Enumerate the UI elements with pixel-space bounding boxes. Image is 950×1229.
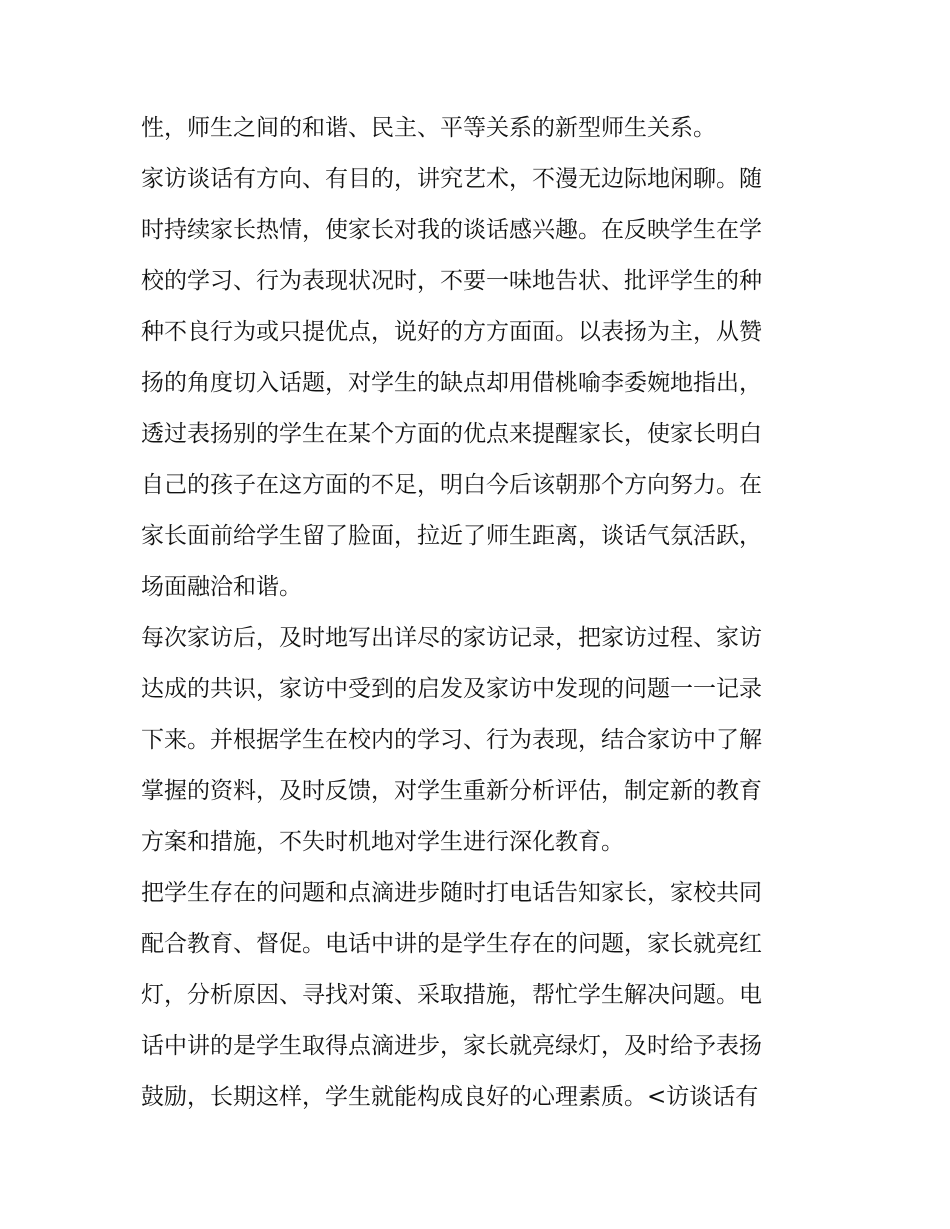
text-line: 掌握的资料，及时反馈，对学生重新分析评估，制定新的教育 [141,778,762,804]
text-line: 校的学习、行为表现状况时，不要一味地告状、批评学生的种 [141,268,762,294]
text-line: 性，师生之间的和谐、民主、平等关系的新型师生关系。 [141,115,716,141]
document-body [141,103,813,1123]
text-line: 场面融洽和谐。 [141,574,302,600]
text-line: 种不良行为或只提优点，说好的方方面面。以表扬为主，从赞 [141,319,762,345]
text-line: 把学生存在的问题和点滴进步随时打电话告知家长，家校共同 [141,880,762,906]
text-line: 家长面前给学生留了脸面，拉近了师生距离，谈话气氛活跃， [141,523,762,549]
text-line: 透过表扬别的学生在某个方面的优点来提醒家长，使家长明白 [141,421,762,447]
text-line: 扬的角度切入话题，对学生的缺点却用借桃喻李委婉地指出， [141,370,762,396]
text-line: 每次家访后，及时地写出详尽的家访记录，把家访过程、家访 [141,625,762,651]
text-line: 自己的孩子在这方面的不足，明白今后该朝那个方向努力。在 [141,472,762,498]
text-line: 方案和措施，不失时机地对学生进行深化教育。 [141,829,624,855]
text-line: 家访谈话有方向、有目的，讲究艺术，不漫无边际地闲聊。随 [141,166,762,192]
text-line: 话中讲的是学生取得点滴进步，家长就亮绿灯，及时给予表扬 [141,1033,762,1059]
text-line: 鼓励，长期这样，学生就能构成良好的心理素质。<访谈话有 [141,1084,759,1110]
text-line: 灯，分析原因、寻找对策、采取措施，帮忙学生解决问题。电 [141,982,762,1008]
text-line: 时持续家长热情，使家长对我的谈话感兴趣。在反映学生在学 [141,217,762,243]
text-line: 配合教育、督促。电话中讲的是学生存在的问题，家长就亮红 [141,931,762,957]
text-line: 达成的共识，家访中受到的启发及家访中发现的问题一一记录 [141,676,762,702]
text-line: 下来。并根据学生在校内的学习、行为表现，结合家访中了解 [141,727,762,753]
